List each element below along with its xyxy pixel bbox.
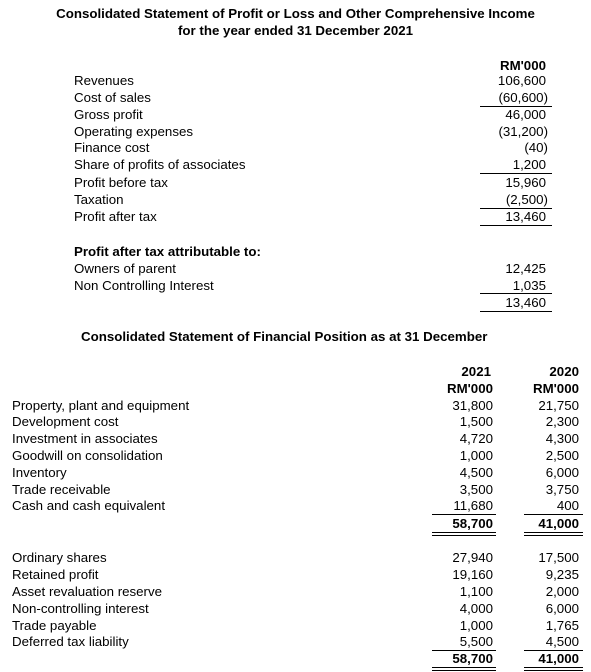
fp-equity-label: Asset revaluation reserve xyxy=(12,584,163,599)
pl-row-label: Operating expenses xyxy=(74,124,194,139)
pl-row-label: Share of profits of associates xyxy=(74,157,246,172)
fp-equity-value-2021: 4,000 xyxy=(459,601,493,616)
fp-currency-header-2021: RM'000 xyxy=(446,381,493,396)
pl-row-value: (2,500) xyxy=(505,192,548,207)
fp-asset-label: Investment in associates xyxy=(12,431,158,446)
fp-double-underline xyxy=(432,532,496,536)
fp-equity-value-2020: 6,000 xyxy=(545,601,579,616)
fp-asset-label: Development cost xyxy=(12,414,119,429)
fp-asset-value-2021: 4,720 xyxy=(459,431,493,446)
pl-underline xyxy=(480,225,552,226)
fp-equity-value-2020: 2,000 xyxy=(545,584,579,599)
pl-underline xyxy=(480,311,552,312)
pl-row-value: 15,960 xyxy=(505,175,546,190)
pl-row-value: (31,200) xyxy=(498,124,548,139)
fp-underline xyxy=(432,514,496,515)
pl-title: Consolidated Statement of Profit or Loss and Other Comprehensive Income xyxy=(56,6,535,21)
pl-row-value: (60,600) xyxy=(498,90,548,105)
fp-asset-value-2020: 21,750 xyxy=(538,398,579,413)
fp-underline xyxy=(524,514,583,515)
pl-row-label: Profit after tax xyxy=(74,209,157,224)
fp-currency-header-2020: RM'000 xyxy=(532,381,579,396)
fp-asset-value-2020: 3,750 xyxy=(545,482,579,497)
fp-asset-value-2021: 1,500 xyxy=(459,414,493,429)
fp-equity-value-2021: 1,100 xyxy=(459,584,493,599)
pl-row-label: Gross profit xyxy=(74,107,143,122)
pl-row-value: 13,460 xyxy=(505,209,546,224)
fp-equity-total-2021: 58,700 xyxy=(452,651,493,666)
pl-attrib-heading: Profit after tax attributable to: xyxy=(74,244,261,259)
fp-asset-value-2020: 4,300 xyxy=(545,431,579,446)
fp-equity-value-2021: 1,000 xyxy=(459,618,493,633)
pl-subtitle: for the year ended 31 December 2021 xyxy=(177,23,414,38)
fp-equity-label: Retained profit xyxy=(12,567,99,582)
pl-attrib-label: Non Controlling Interest xyxy=(74,278,214,293)
pl-row-label: Cost of sales xyxy=(74,90,151,105)
fp-asset-label: Inventory xyxy=(12,465,67,480)
fp-equity-label: Non-controlling interest xyxy=(12,601,149,616)
fp-equity-value-2021: 27,940 xyxy=(452,550,493,565)
fp-equity-total-2020: 41,000 xyxy=(538,651,579,666)
fp-asset-value-2021: 31,800 xyxy=(452,398,493,413)
pl-row-value: 1,200 xyxy=(512,157,546,172)
pl-row-label: Revenues xyxy=(74,73,134,88)
pl-row-label: Finance cost xyxy=(74,140,150,155)
fp-asset-label: Cash and cash equivalent xyxy=(12,498,166,513)
fp-asset-value-2020: 2,300 xyxy=(545,414,579,429)
pl-underline xyxy=(480,293,552,294)
fp-asset-value-2020: 2,500 xyxy=(545,448,579,463)
fp-assets-total-2020: 41,000 xyxy=(538,516,579,531)
pl-attrib-value: 12,425 xyxy=(505,261,546,276)
fp-double-underline xyxy=(524,667,583,671)
fp-year-header-2021: 2021 xyxy=(461,364,491,379)
fp-asset-label: Property, plant and equipment xyxy=(12,398,190,413)
fp-equity-label: Deferred tax liability xyxy=(12,634,129,649)
pl-row-label: Taxation xyxy=(74,192,124,207)
pl-attrib-total: 13,460 xyxy=(505,295,546,310)
pl-row-value: (40) xyxy=(524,140,548,155)
fp-equity-label: Trade payable xyxy=(12,618,97,633)
pl-attrib-label: Owners of parent xyxy=(74,261,176,276)
fp-equity-value-2020: 1,765 xyxy=(545,618,579,633)
fp-equity-value-2021: 19,160 xyxy=(452,567,493,582)
fp-equity-value-2020: 17,500 xyxy=(538,550,579,565)
fp-title: Consolidated Statement of Financial Position as at 31 December xyxy=(81,329,488,344)
fp-double-underline xyxy=(524,532,583,536)
fp-asset-value-2020: 6,000 xyxy=(545,465,579,480)
fp-asset-value-2020: 400 xyxy=(556,498,579,513)
fp-year-header-2020: 2020 xyxy=(549,364,579,379)
fp-equity-value-2021: 5,500 xyxy=(459,634,493,649)
fp-asset-value-2021: 3,500 xyxy=(459,482,493,497)
fp-equity-value-2020: 4,500 xyxy=(545,634,579,649)
pl-row-label: Profit before tax xyxy=(74,175,168,190)
pl-underline xyxy=(480,173,552,174)
pl-currency-header: RM'000 xyxy=(499,58,546,73)
pl-row-value: 46,000 xyxy=(505,107,546,122)
fp-asset-label: Goodwill on consolidation xyxy=(12,448,163,463)
pl-attrib-value: 1,035 xyxy=(512,278,546,293)
fp-asset-value-2021: 4,500 xyxy=(459,465,493,480)
fp-asset-value-2021: 1,000 xyxy=(459,448,493,463)
fp-asset-label: Trade receivable xyxy=(12,482,111,497)
fp-equity-label: Ordinary shares xyxy=(12,550,107,565)
fp-asset-value-2021: 11,680 xyxy=(453,498,493,513)
fp-assets-total-2021: 58,700 xyxy=(452,516,493,531)
fp-double-underline xyxy=(432,667,496,671)
pl-row-value: 106,600 xyxy=(497,73,546,88)
fp-equity-value-2020: 9,235 xyxy=(545,567,579,582)
